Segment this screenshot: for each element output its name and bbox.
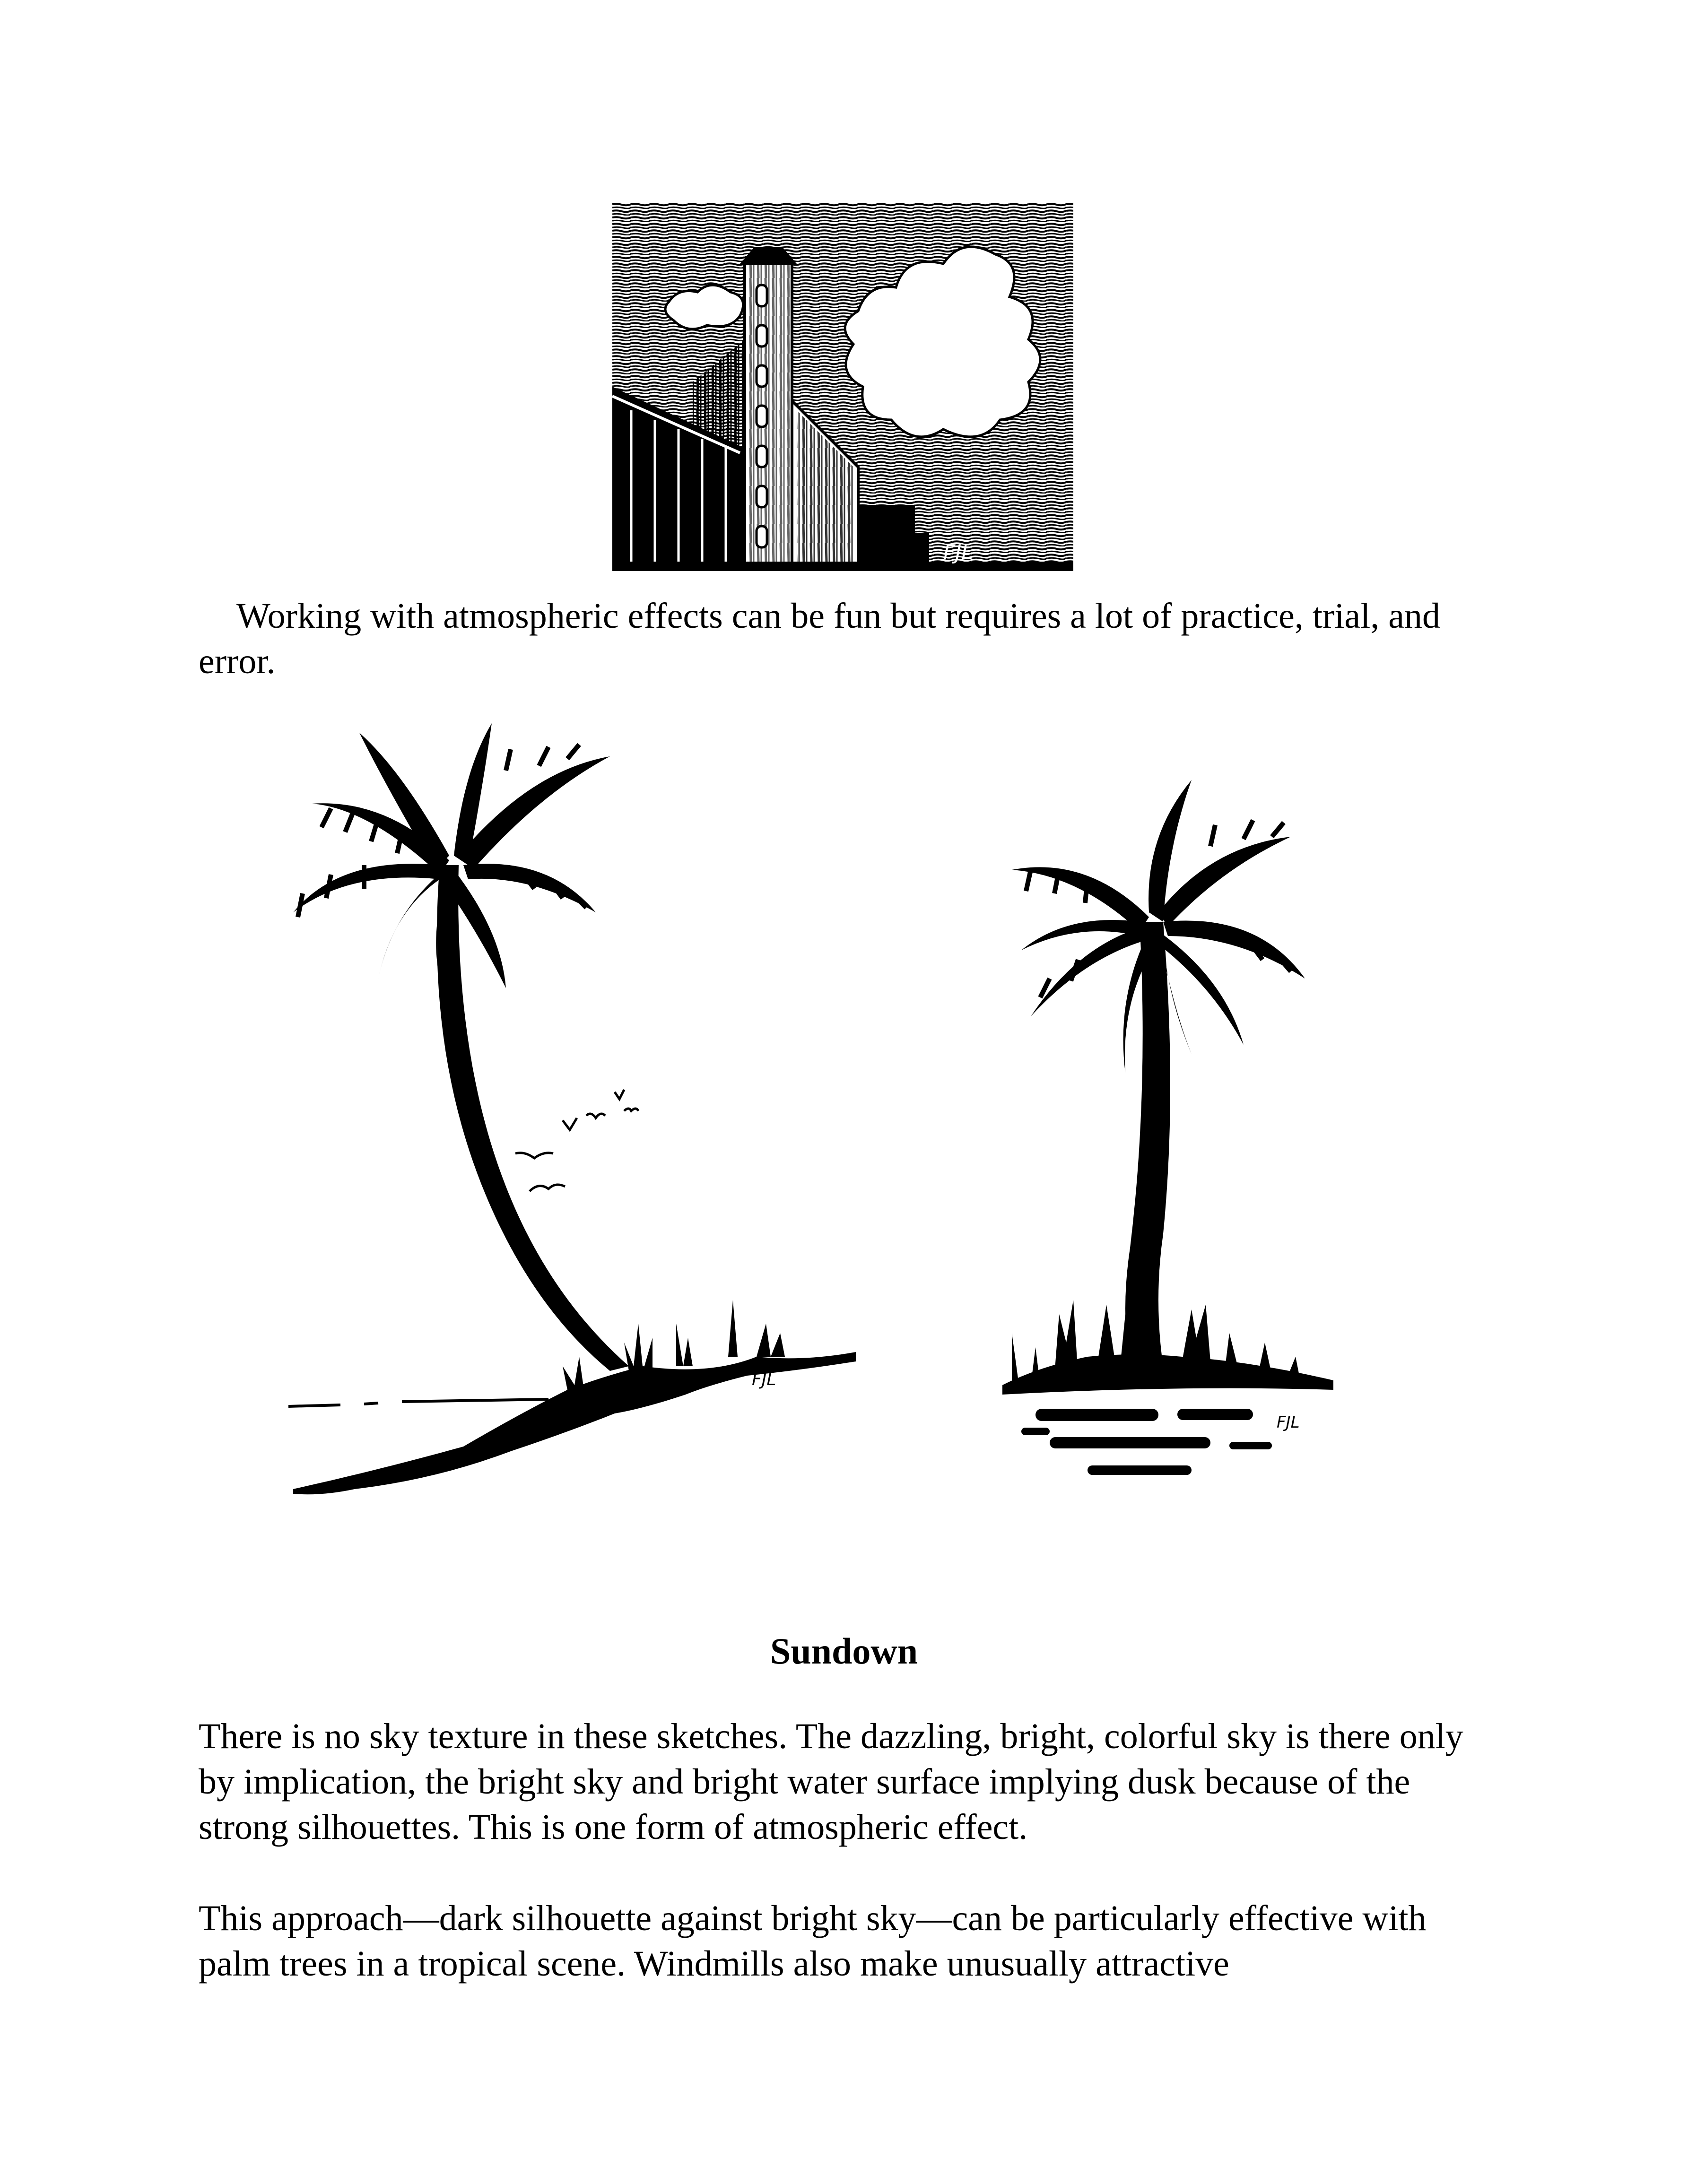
body-paragraph-1: There is no sky texture in these sketches. The dazzling, bright, colorful sky is there only by implication, the bright sky and bright water surface implying dusk because of the strong silhouettes. This is one form of atmospheric effect. xyxy=(199,1716,1463,1847)
tower-sketch-illustration xyxy=(612,202,1073,571)
tower-signature: FJL xyxy=(943,540,973,564)
intro-paragraph: Working with atmospheric effects can be fun but requires a lot of practice, trial, and error. xyxy=(199,596,1440,681)
body-paragraph-2: This approach—dark silhouette against bright sky—can be particularly effective with palm trees in a tropical scene. Windmills also make unusually attractive xyxy=(199,1898,1427,1984)
left-palm-tree xyxy=(288,723,856,1494)
palm-trees-illustration xyxy=(284,714,1418,1546)
section-title: Sundown xyxy=(770,1630,918,1672)
left-palm-signature: FJL xyxy=(752,1370,776,1389)
right-palm-signature: FJL xyxy=(1277,1413,1300,1432)
right-palm-tree xyxy=(1002,780,1333,1475)
